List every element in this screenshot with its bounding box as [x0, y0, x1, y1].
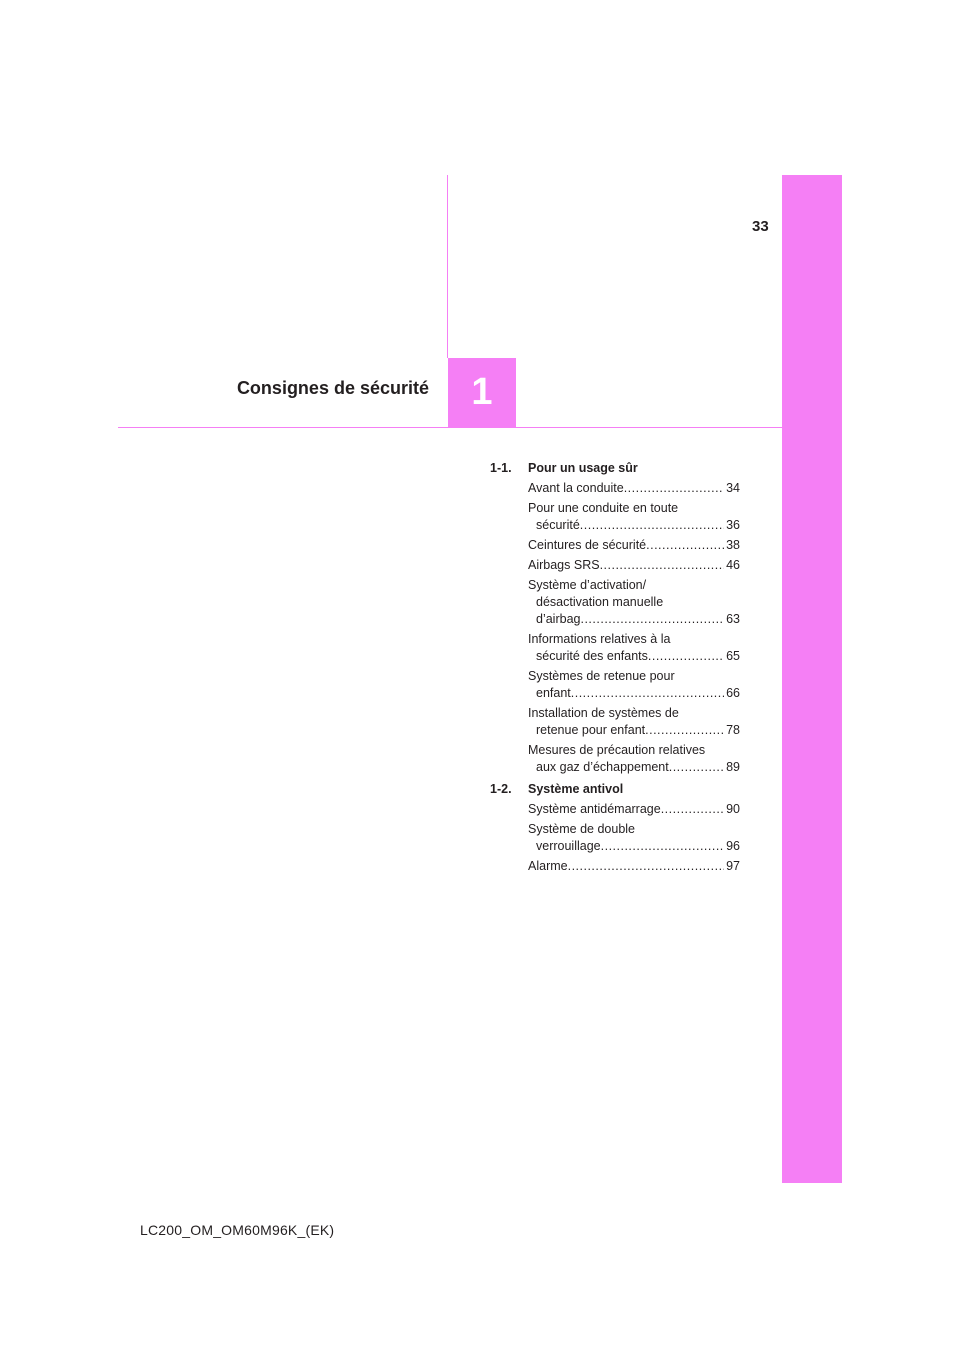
toc-entry-page: 63 [726, 612, 740, 626]
toc-entry-text: d’airbag [536, 612, 581, 626]
chapter-number: 1 [471, 371, 493, 413]
dot-leader [645, 722, 724, 739]
toc-entry-line [528, 742, 740, 759]
toc-entry-line [528, 705, 740, 722]
toc-entry-page: 66 [726, 686, 740, 700]
toc-section [490, 781, 740, 798]
toc-entry-page: 90 [726, 802, 740, 816]
toc-entry-page: 34 [726, 481, 740, 495]
toc-entry-page: 46 [726, 558, 740, 572]
page-number: 33 [752, 218, 769, 235]
toc-entry-line [528, 858, 740, 875]
vertical-divider [447, 175, 448, 358]
header-rule [118, 427, 782, 428]
toc-entry-line [528, 537, 740, 554]
dot-leader [600, 557, 725, 574]
toc-entry-line [528, 759, 740, 776]
toc-entry[interactable] [528, 631, 740, 665]
toc-entry-page: 96 [726, 839, 740, 853]
toc-entry[interactable] [528, 480, 740, 497]
document-code: LC200_OM_OM60M96K_(EK) [140, 1222, 335, 1238]
toc-entry-page: 38 [726, 538, 740, 552]
toc-section-number: 1-2. [490, 782, 512, 796]
toc-entry-text: Systèmes de retenue pour [528, 669, 675, 683]
toc-entry-line [528, 821, 740, 838]
toc-section-title[interactable]: Système antivol [528, 782, 624, 796]
dot-leader [661, 801, 724, 818]
toc-entry-text: retenue pour enfant [536, 723, 646, 737]
toc-entry-text: désactivation manuelle [536, 595, 664, 609]
dot-leader [571, 685, 724, 702]
toc-entry-line [528, 801, 740, 818]
toc-entry-line [528, 668, 740, 685]
dot-leader [624, 480, 724, 497]
toc-entry-line [528, 500, 740, 517]
toc-entry-text: Ceintures de sécurité [528, 538, 647, 552]
toc-entry[interactable] [528, 742, 740, 776]
toc-entry-line [528, 648, 740, 665]
table-of-contents [490, 460, 740, 878]
toc-section-title[interactable]: Pour un usage sûr [528, 461, 638, 475]
toc-entry[interactable] [528, 537, 740, 554]
toc-entry-page: 65 [726, 649, 740, 663]
toc-entry[interactable] [528, 705, 740, 739]
toc-section [490, 460, 740, 477]
toc-entry-text: Installation de systèmes de [528, 706, 679, 720]
toc-entry-text: Système antidémarrage [528, 802, 661, 816]
toc-entry[interactable] [528, 858, 740, 875]
toc-entry-text: Système de double [528, 822, 636, 836]
chapter-number-box [448, 358, 516, 427]
toc-entry-text: Alarme [528, 859, 568, 873]
toc-entry-text: sécurité des enfants [536, 649, 648, 663]
toc-entry[interactable] [528, 557, 740, 574]
toc-entry-text: Avant la conduite [528, 481, 624, 495]
toc-entry-text: Système d’activation/ [528, 578, 647, 592]
dot-leader [580, 517, 724, 534]
toc-entry-line [528, 517, 740, 534]
toc-entry[interactable] [528, 500, 740, 534]
toc-entry-page: 89 [726, 760, 740, 774]
toc-entry-line [528, 611, 740, 628]
dot-leader [669, 759, 724, 776]
toc-entry[interactable] [528, 801, 740, 818]
toc-entry-line [528, 594, 740, 611]
toc-entry-page: 36 [726, 518, 740, 532]
toc-entry-line [528, 557, 740, 574]
toc-entry-text: Pour une conduite en toute [528, 501, 679, 515]
toc-entry-line [528, 480, 740, 497]
toc-entry-text: Airbags SRS [528, 558, 600, 572]
toc-entry-text: verrouillage [536, 839, 601, 853]
toc-entry[interactable] [528, 821, 740, 855]
chapter-tab-strip [782, 175, 842, 1183]
toc-entry-text: sécurité [536, 518, 580, 532]
toc-entry-text: Mesures de précaution relatives [528, 743, 706, 757]
dot-leader [580, 611, 724, 628]
toc-entry-page: 97 [726, 859, 740, 873]
toc-entry-line [528, 631, 740, 648]
toc-entry-line [528, 838, 740, 855]
dot-leader [601, 838, 724, 855]
dot-leader [646, 537, 724, 554]
dot-leader [648, 648, 724, 665]
dot-leader [568, 858, 725, 875]
toc-entry[interactable] [528, 668, 740, 702]
toc-entry-line [528, 577, 740, 594]
toc-entry-text: aux gaz d’échappement [536, 760, 669, 774]
toc-section-number: 1-1. [490, 461, 512, 475]
chapter-title: Consignes de sécurité [236, 378, 429, 398]
toc-entry-text: Informations relatives à la [528, 632, 671, 646]
toc-entry-text: enfant [536, 686, 571, 700]
toc-entry[interactable] [528, 577, 740, 628]
toc-entry-line [528, 722, 740, 739]
toc-entry-line [528, 685, 740, 702]
toc-entry-page: 78 [726, 723, 740, 737]
